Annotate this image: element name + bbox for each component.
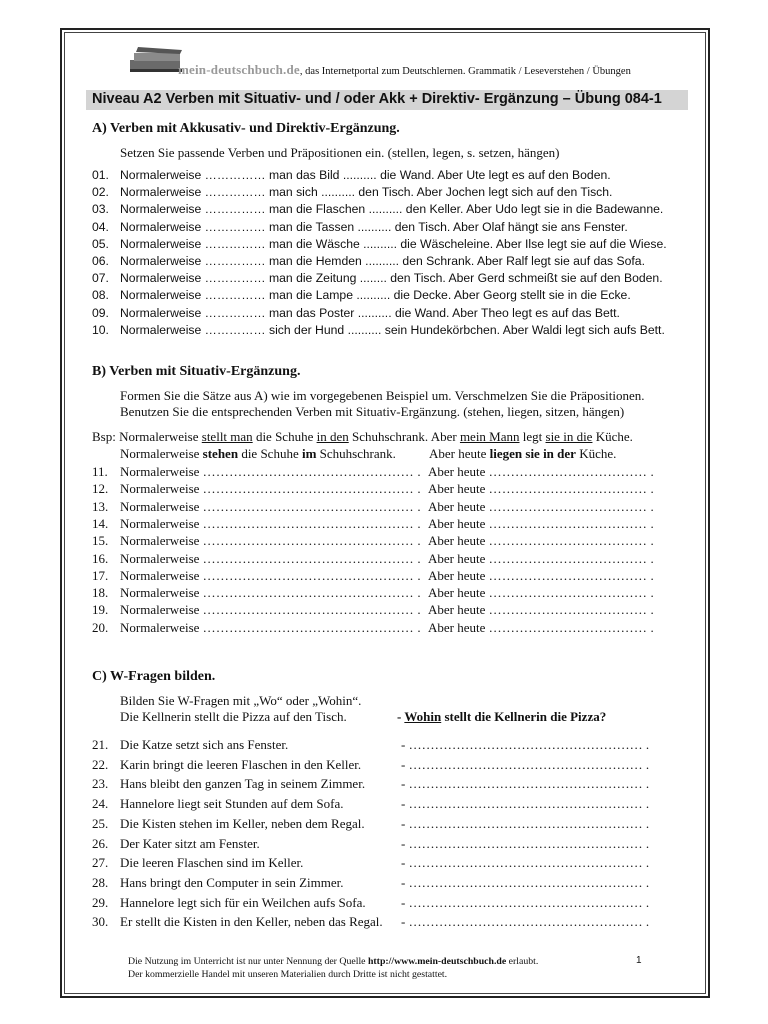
exercise-number: 30. <box>92 914 109 930</box>
exercise-number: 17. <box>92 567 109 583</box>
example-bold: im <box>301 446 317 461</box>
section-b-example-line-1 <box>92 429 633 445</box>
exercise-text: Normalerweise …………… man die Lampe .......... die Decke. Aber Georg stellt sie in die Ecke. <box>120 288 631 303</box>
exercise-number: 22. <box>92 756 109 772</box>
example-text: Schuhschrank. Aber <box>348 429 460 444</box>
exercise-text: Normalerweise …………… man sich .......... den Tisch. Aber Jochen legt sich auf den Tisch. <box>120 185 613 200</box>
exercise-row <box>92 895 366 911</box>
footer-line-2: Der kommerzielle Handel mit unseren Materialien durch Dritte ist nicht gestattet. <box>128 969 448 980</box>
exercise-row-right <box>428 481 654 497</box>
answer-blank[interactable]: - ……………………………………………… . <box>401 796 650 812</box>
right-label: Aber heute <box>428 567 486 583</box>
example-text: Schuhschrank. <box>316 446 396 461</box>
exercise-row-right <box>428 602 654 618</box>
exercise-number: 04. <box>92 219 109 234</box>
exercise-text: Hans bleibt den ganzen Tag in seinem Zimmer. <box>120 776 366 792</box>
left-label: Normalerweise <box>120 464 200 479</box>
exercise-number: 23. <box>92 776 109 792</box>
example-text: stellt die Kellnerin die Pizza? <box>441 709 607 724</box>
exercise-row-right <box>428 499 654 515</box>
left-label: Normalerweise <box>120 602 200 618</box>
exercise-text: Normalerweise …………… man die Wäsche .......... die Wäscheleine. Aber Ilse legt sie auf die Wiese. <box>120 236 667 251</box>
example-underlined: mein Mann <box>459 429 520 444</box>
answer-blank-left[interactable]: ………………………………………… . <box>202 619 421 635</box>
exercise-number: 26. <box>92 835 109 851</box>
exercise-row <box>92 168 611 182</box>
answer-blank[interactable]: - ……………………………………………… . <box>401 776 650 792</box>
exercise-row <box>92 620 421 636</box>
exercise-row <box>92 288 631 302</box>
exercise-number: 02. <box>92 185 109 200</box>
exercise-row <box>92 568 421 584</box>
answer-blank[interactable]: - ……………………………………………… . <box>401 914 650 930</box>
exercise-row <box>92 737 288 753</box>
exercise-text: Die leeren Flaschen sind im Keller. <box>120 855 304 871</box>
exercise-number: 09. <box>92 305 109 320</box>
exercise-row <box>92 254 645 268</box>
right-label: Aber heute <box>428 498 486 514</box>
exercise-row <box>92 185 612 199</box>
left-label: Normalerweise <box>120 481 200 497</box>
exercise-number: 25. <box>92 815 109 831</box>
section-b-example-line-2a <box>120 446 396 462</box>
section-b-instruction-1: Formen Sie die Sätze aus A) wie im vorgegebenen Beispiel um. Verschmelzen Sie die Präpositionen. <box>120 388 645 403</box>
right-label: Aber heute <box>428 481 486 497</box>
exercise-text: Hannelore liegt seit Stunden auf dem Sofa. <box>120 796 344 812</box>
section-c-instruction: Bilden Sie W-Fragen mit „Wo“ oder „Wohin“. <box>120 693 362 708</box>
exercise-row <box>92 237 667 251</box>
page-number: 1 <box>636 955 642 966</box>
answer-blank-left[interactable]: ………………………………………… . <box>202 515 421 531</box>
exercise-text: Die Kisten stehen im Keller, neben dem Regal. <box>120 815 365 831</box>
answer-blank-left[interactable]: ………………………………………… . <box>202 481 421 497</box>
exercise-row <box>92 776 365 792</box>
exercise-text: Normalerweise …………… man die Zeitung ........ den Tisch. Aber Gerd schmeißt sie auf den Boden. <box>120 271 663 286</box>
exercise-row <box>92 855 303 871</box>
right-label: Aber heute <box>428 533 486 549</box>
answer-blank[interactable]: - ……………………………………………… . <box>401 815 650 831</box>
exercise-number: 21. <box>92 737 109 752</box>
answer-blank-left[interactable]: ………………………………………… . <box>202 464 421 479</box>
answer-blank[interactable]: - ……………………………………………… . <box>401 835 650 851</box>
answer-blank-right[interactable]: ……………………………… . <box>488 619 654 635</box>
exercise-number: 01. <box>92 168 109 182</box>
answer-blank[interactable]: - ……………………………………………… . <box>401 737 650 752</box>
answer-blank[interactable]: - ……………………………………………… . <box>401 894 650 910</box>
example-text: Normalerweise <box>119 429 202 444</box>
answer-blank-right[interactable]: ……………………………… . <box>488 585 654 601</box>
exercise-row-right <box>428 551 654 567</box>
exercise-number: 18. <box>92 585 109 601</box>
exercise-row <box>92 464 421 480</box>
exercise-row <box>92 585 421 601</box>
exercise-row <box>92 220 628 234</box>
exercise-row <box>92 306 620 320</box>
exercise-text: Normalerweise …………… man die Hemden .......... den Schrank. Aber Ralf legt sie auf das Sofa. <box>120 254 645 268</box>
exercise-row-right <box>428 464 654 480</box>
exercise-row <box>92 481 421 497</box>
left-label: Normalerweise <box>120 619 200 635</box>
exercise-number: 27. <box>92 855 109 871</box>
exercise-text: Der Kater sitzt am Fenster. <box>120 835 260 851</box>
section-a-heading: A) Verben mit Akkusativ- und Direktiv-Ergänzung. <box>92 121 400 136</box>
exercise-number: 28. <box>92 874 109 890</box>
exercise-row <box>92 516 421 532</box>
section-b-heading: B) Verben mit Situativ-Ergänzung. <box>92 364 301 379</box>
exercise-text: Normalerweise …………… man das Poster .......... die Wand. Aber Theo legt es auf das Bett. <box>120 305 620 320</box>
exercise-text: Er stellt die Kisten in den Keller, neben das Regal. <box>120 914 383 930</box>
example-text: Normalerweise <box>120 446 203 461</box>
exercise-row <box>92 551 421 567</box>
exercise-row <box>92 499 421 515</box>
page-title: Niveau A2 Verben mit Situativ- und / oder Akk + Direktiv- Ergänzung – Übung 084-1 <box>92 91 662 107</box>
answer-blank[interactable]: - ……………………………………………… . <box>401 855 650 871</box>
exercise-row-right <box>428 585 654 601</box>
answer-blank[interactable]: - ……………………………………………… . <box>401 756 650 772</box>
example-text: die Schuhe <box>252 429 317 444</box>
section-b-example-line-2b <box>429 446 616 462</box>
exercise-row-right <box>428 620 654 636</box>
exercise-row <box>92 836 260 852</box>
answer-blank-left[interactable]: ………………………………………… . <box>202 533 421 549</box>
exercise-row-right <box>428 516 654 532</box>
example-bold: liegen sie in der <box>489 446 576 461</box>
exercise-row <box>92 323 665 337</box>
exercise-text: Normalerweise …………… man die Flaschen .......... den Keller. Aber Udo legt sie in die Badewanne. <box>120 202 664 217</box>
answer-blank-right[interactable]: ……………………………… . <box>488 515 654 531</box>
right-label: Aber heute <box>428 515 486 531</box>
answer-blank-right[interactable]: ……………………………… . <box>488 464 654 479</box>
exercise-row <box>92 202 663 216</box>
exercise-row <box>92 271 663 285</box>
answer-blank-left[interactable]: ………………………………………… . <box>202 498 421 514</box>
exercise-row <box>92 533 421 549</box>
example-underlined: Wohin <box>404 709 442 724</box>
answer-blank-right[interactable]: ……………………………… . <box>488 481 654 497</box>
right-label: Aber heute <box>428 464 486 479</box>
section-a-instruction: Setzen Sie passende Verben und Präpositionen ein. (stellen, legen, s. setzen, hängen) <box>120 145 560 160</box>
exercise-text: Hannelore legt sich für ein Weilchen aufs Sofa. <box>120 894 366 910</box>
section-c-example-sentence: Die Kellnerin stellt die Pizza auf den Tisch. <box>120 709 347 724</box>
example-text: Küche. <box>592 429 633 444</box>
exercise-row <box>92 816 365 832</box>
exercise-text: Normalerweise …………… man das Bild .......... die Wand. Aber Ute legt es auf den Boden. <box>120 168 611 182</box>
exercise-row <box>92 757 361 773</box>
example-label: Bsp: <box>92 429 116 444</box>
footer-url: http://www.mein-deutschbuch.de <box>367 956 507 967</box>
section-c-heading: C) W-Fragen bilden. <box>92 669 216 684</box>
exercise-text: Karin bringt die leeren Flaschen in den Keller. <box>120 756 362 772</box>
exercise-row <box>92 796 343 812</box>
answer-blank-right[interactable]: ……………………………… . <box>488 533 654 549</box>
footer-text: Die Nutzung im Unterricht ist nur unter Nennung der Quelle <box>128 956 368 967</box>
exercise-number: 11. <box>92 464 108 479</box>
answer-blank[interactable]: - ……………………………………………… . <box>401 874 650 890</box>
example-text: legt <box>519 429 546 444</box>
answer-blank-left[interactable]: ………………………………………… . <box>202 567 421 583</box>
footer-text: erlaubt. <box>506 956 539 967</box>
answer-blank-left[interactable]: ………………………………………… . <box>202 550 421 566</box>
exercise-number: 03. <box>92 202 109 217</box>
exercise-row <box>92 875 344 891</box>
example-underlined: sie in die <box>545 429 593 444</box>
exercise-text: Normalerweise …………… man die Tassen .......... den Tisch. Aber Olaf hängt sie ans Fenster. <box>120 219 628 234</box>
exercise-row-right <box>428 568 654 584</box>
exercise-number: 10. <box>92 322 109 337</box>
answer-blank-left[interactable]: ………………………………………… . <box>202 585 421 601</box>
section-c-example-answer <box>397 709 606 725</box>
example-dash: - <box>397 709 405 724</box>
answer-blank-right[interactable]: ……………………………… . <box>488 550 654 566</box>
exercise-text: Hans bringt den Computer in sein Zimmer. <box>120 874 344 890</box>
left-label: Normalerweise <box>120 498 200 514</box>
exercise-number: 12. <box>92 481 109 497</box>
left-label: Normalerweise <box>120 550 200 566</box>
site-tagline: , das Internetportal zum Deutschlernen. Grammatik / Leseverstehen / Übungen <box>299 66 631 77</box>
example-text: die Schuhe <box>238 446 302 461</box>
footer-line-1 <box>128 956 538 967</box>
exercise-text: Normalerweise …………… sich der Hund .......... sein Hundekörbchen. Aber Waldi legt sich aufs Bett. <box>120 322 665 337</box>
exercise-text: Die Katze setzt sich ans Fenster. <box>120 737 289 752</box>
example-text: Küche. <box>575 446 617 461</box>
example-underlined: stellt man <box>201 429 253 444</box>
exercise-number: 13. <box>92 498 109 514</box>
answer-blank-right[interactable]: ……………………………… . <box>488 567 654 583</box>
exercise-row <box>92 602 421 618</box>
exercise-number: 19. <box>92 602 109 618</box>
left-label: Normalerweise <box>120 585 200 601</box>
exercise-number: 29. <box>92 894 109 910</box>
exercise-number: 24. <box>92 796 109 812</box>
answer-blank-right[interactable]: ……………………………… . <box>488 602 654 618</box>
answer-blank-right[interactable]: ……………………………… . <box>488 498 654 514</box>
exercise-number: 16. <box>92 550 109 566</box>
right-label: Aber heute <box>428 619 486 635</box>
right-label: Aber heute <box>428 550 486 566</box>
example-text: Aber heute <box>429 446 490 461</box>
exercise-number: 15. <box>92 533 109 549</box>
example-underlined: in den <box>316 429 349 444</box>
right-label: Aber heute <box>428 602 486 618</box>
exercise-number: 07. <box>92 271 109 286</box>
section-b-instruction-2: Benutzen Sie die entsprechenden Verben mit Situativ-Ergänzung. (stehen, liegen, sitzen, hängen) <box>120 404 625 419</box>
site-brand: mein-deutschbuch.de <box>178 62 300 77</box>
exercise-number: 08. <box>92 288 109 303</box>
answer-blank-left[interactable]: ………………………………………… . <box>202 602 421 618</box>
exercise-number: 20. <box>92 619 109 635</box>
left-label: Normalerweise <box>120 567 200 583</box>
exercise-number: 14. <box>92 515 109 531</box>
site-header <box>178 62 631 78</box>
example-bold: stehen <box>202 446 239 461</box>
left-label: Normalerweise <box>120 515 200 531</box>
exercise-number: 06. <box>92 254 109 268</box>
exercise-row <box>92 914 383 930</box>
exercise-number: 05. <box>92 236 109 251</box>
exercise-row-right <box>428 533 654 549</box>
right-label: Aber heute <box>428 585 486 601</box>
left-label: Normalerweise <box>120 533 200 549</box>
